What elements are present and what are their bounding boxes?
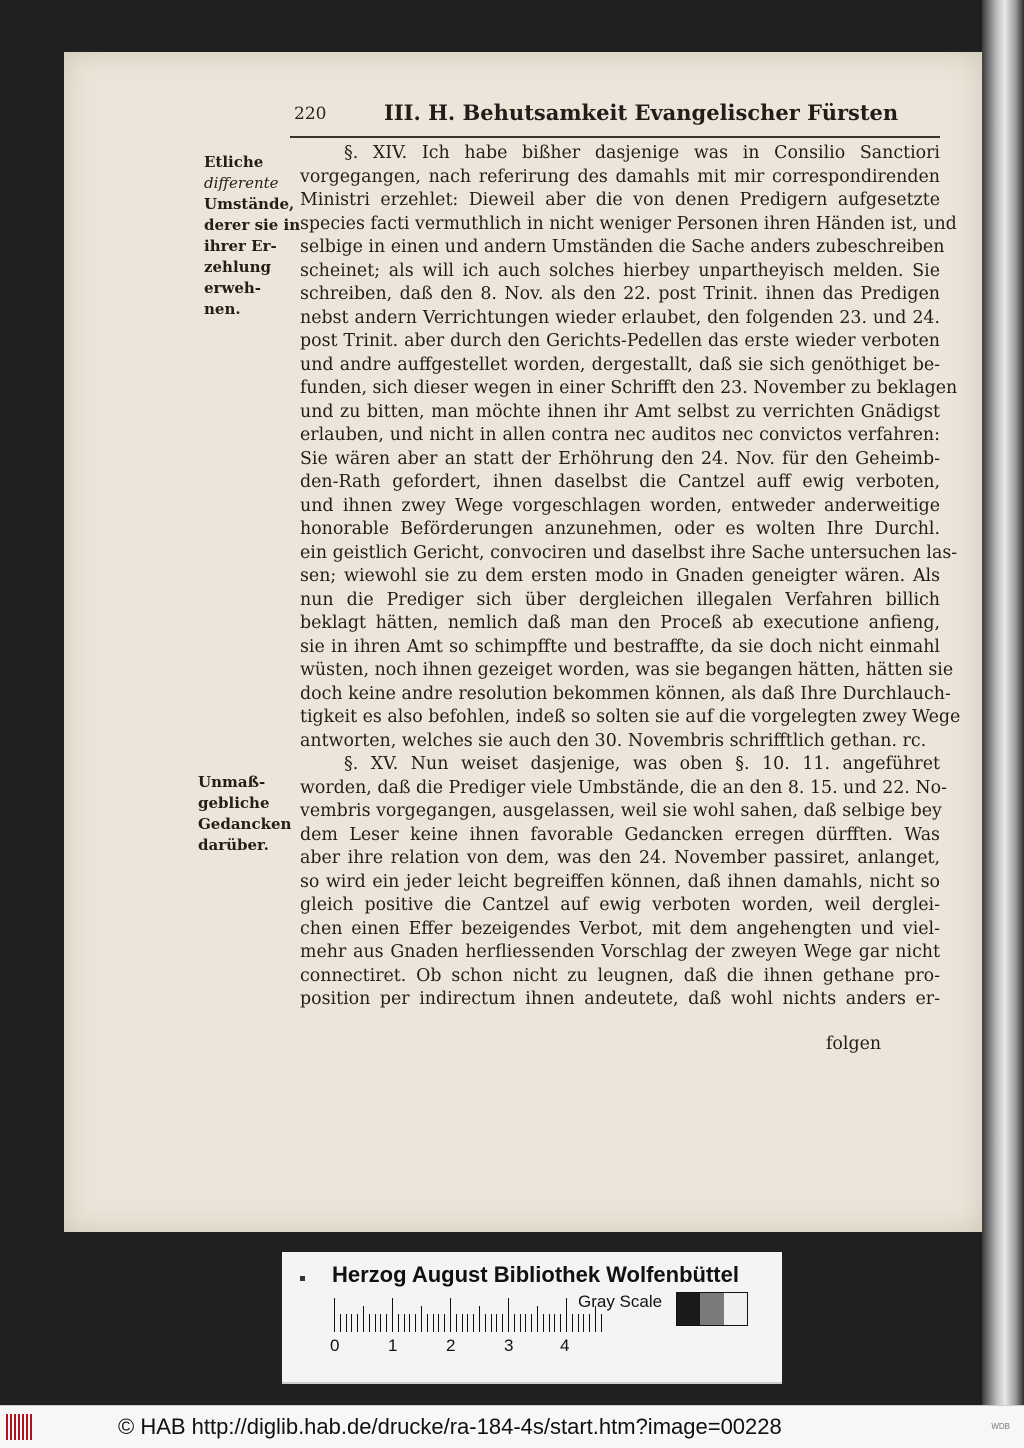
ruler-tick: [369, 1314, 370, 1332]
library-name: Herzog August Bibliothek Wolfenbüttel: [332, 1262, 739, 1287]
ruler-tick: [473, 1314, 474, 1332]
gray-swatch: [700, 1293, 723, 1325]
ruler-tick: [578, 1314, 579, 1332]
ruler-tick: [479, 1306, 480, 1332]
ruler-tick: [485, 1314, 486, 1332]
ruler-tick: [462, 1314, 463, 1332]
scale-number: 4: [560, 1336, 570, 1355]
ruler-tick: [386, 1314, 387, 1332]
hab-logo-icon: [6, 1414, 36, 1440]
book-edge: [982, 0, 1024, 1405]
ruler-tick: [491, 1314, 492, 1332]
gray-swatch: [724, 1293, 747, 1325]
ruler-tick: [554, 1314, 555, 1332]
bullet-icon: [300, 1276, 305, 1281]
ruler-tick: [456, 1314, 457, 1332]
scale-number: 0: [330, 1336, 340, 1355]
ruler-tick: [357, 1314, 358, 1332]
running-title: III. H. Behutsamkeit Evangelischer Fürsten: [384, 100, 899, 125]
scale-number: 3: [504, 1336, 514, 1355]
ruler-tick: [531, 1314, 532, 1332]
scale-number: 1: [388, 1336, 398, 1355]
ruler-tick: [421, 1306, 422, 1332]
ruler-tick: [560, 1314, 561, 1332]
color-calibration-bar: [282, 1252, 782, 1384]
ruler-tick: [583, 1314, 584, 1332]
ruler-tick: [404, 1314, 405, 1332]
ruler-tick: [398, 1314, 399, 1332]
ruler-tick: [601, 1314, 602, 1332]
gray-scale-label: Gray Scale: [578, 1292, 663, 1311]
wdb-mark: WDB: [991, 1422, 1010, 1431]
footer-bar: [0, 1405, 1024, 1448]
header-rule: [290, 136, 940, 138]
ruler-tick: [514, 1314, 515, 1332]
ruler-tick: [508, 1298, 509, 1332]
ruler-tick: [375, 1314, 376, 1332]
ruler-tick: [415, 1314, 416, 1332]
ruler-tick: [537, 1306, 538, 1332]
ruler-tick: [363, 1306, 364, 1332]
ruler-tick: [444, 1314, 445, 1332]
ruler-tick: [496, 1314, 497, 1332]
ruler-tick: [525, 1314, 526, 1332]
gray-swatches: [676, 1292, 748, 1326]
ruler-tick: [334, 1298, 335, 1332]
body-text: §. XIV. Ich habe bißher dasjenige was in Consilio Sanctiori vorgegangen, nach referirung des damahls mit mir correspondirenden Ministri erzehlet: Dieweil aber die von denen Predigern aufgesetzte species facti vermuthlich in nicht weniger Personen ihren Händen ist, und selbige in einen und andern Umständen die Sache anders zubeschreiben scheinet; als will ich auch solches hierbey unpartheyisch melden. Sie schreiben, daß den 8. Nov. als den 22. post Trinit. ihnen das Predigen nebst andern Verrichtungen wieder erlaubet, den folgenden 23. und 24. post Trinit. aber durch den Gerichts-Pedellen das erste wieder verboten und andre auffgestellet worden, dergestallt, daß sie sich genöthiget be- funden, sich dieser wegen in einer Schrifft den 23. November zu beklagen und zu bitten, man möchte ihnen ihr Amt selbst zu verrichten Gnädigst erlauben, und nicht in allen contra nec auditos nec convictos verfahren: Sie wären aber an statt der Erhöhrung den 24. Nov. für den Geheimb- den-Rath gefordert, ihnen daselbst die Cantzel auff ewig verboten, und ihnen zwey Wege vorgeschlagen worden, entweder anderweitige honorable Beförderungen anzunehmen, oder es wolten Ihre Durchl. ein geistlich Gericht, convociren und daselbst ihre Sache untersuchen las- sen; wiewohl sie zu dem ersten modo in Gnaden geneigter wären. Als nun die Prediger sich über dergleichen illegalen Verfahren billich beklagt hätten, nemlich daß man den Proceß ab executione anfieng, sie in ihren Amt so schimpffte und bestraffte, da sie doch nicht einmahl wüsten, noch ihnen gezeiget worden, was sie begangen hätten, hätten sie doch keine andre resolution bekommen können, als daß Ihre Durchlauch- tigkeit es also befohlen, indeß so solten sie auf die vorgelegten zwey Wege antworten, welches sie auch den 30. Novembris schrifftlich gethan. rc. §. XV. Nun weiset dasjenige, was oben §. 10. 11. angeführet worden, daß die Prediger viele Umbstände, die an den 8. 15. und 22. No- vembris vorgegangen, ausgelassen, weil sie wohl sahen, daß selbige bey dem Leser keine ihnen favorable Gedancken erregen dürfften. Was aber ihre relation von dem, was den 24. November passiret, anlanget, so wird ein jeder leicht begreiffen können, daß ihnen damahls, nicht so gleich positive die Cantzel auf ewig verboten worden, weil derglei- chen einen Effer bezeigendes Verbot, mit dem angehengten und viel- mehr aus Gnaden herfliessenden Vorschlag der zweyen Wege gar nicht connectiret. Ob schon nicht zu leugnen, daß die ihnen gethane pro- position per indirectum ihnen andeutete, daß wohl nichts anders er-: [300, 143, 961, 1009]
ruler-tick: [433, 1314, 434, 1332]
ruler-tick: [340, 1314, 341, 1332]
catchword: folgen: [826, 1034, 882, 1054]
page-header: [294, 100, 904, 130]
ruler-tick: [467, 1314, 468, 1332]
ruler-tick: [502, 1314, 503, 1332]
ruler-tick: [438, 1314, 439, 1332]
ruler-tick: [549, 1314, 550, 1332]
page-number: 220: [294, 104, 327, 124]
margin-note-2: Unmaß- gebliche Gedancken darüber.: [198, 773, 292, 854]
ruler-tick: [589, 1314, 590, 1332]
ruler-tick: [543, 1314, 544, 1332]
copyright-url[interactable]: © HAB http://diglib.hab.de/drucke/ra-184-4s/start.htm?image=00228: [118, 1414, 782, 1439]
book-page: [64, 52, 982, 1232]
ruler-tick: [572, 1314, 573, 1332]
ruler-tick: [427, 1314, 428, 1332]
gray-swatch: [677, 1293, 700, 1325]
ruler-tick: [566, 1298, 567, 1332]
ruler-tick: [380, 1314, 381, 1332]
ruler-tick: [409, 1314, 410, 1332]
ruler-tick: [346, 1314, 347, 1332]
ruler-tick: [520, 1314, 521, 1332]
scale-ruler: [334, 1296, 564, 1332]
margin-note-1: Etliche differente Umstände, derer sie in ihrer Er- zehlung erweh- nen.: [204, 153, 301, 318]
ruler-tick: [392, 1298, 393, 1332]
ruler-tick: [450, 1298, 451, 1332]
ruler-tick: [351, 1314, 352, 1332]
scale-number: 2: [446, 1336, 456, 1355]
